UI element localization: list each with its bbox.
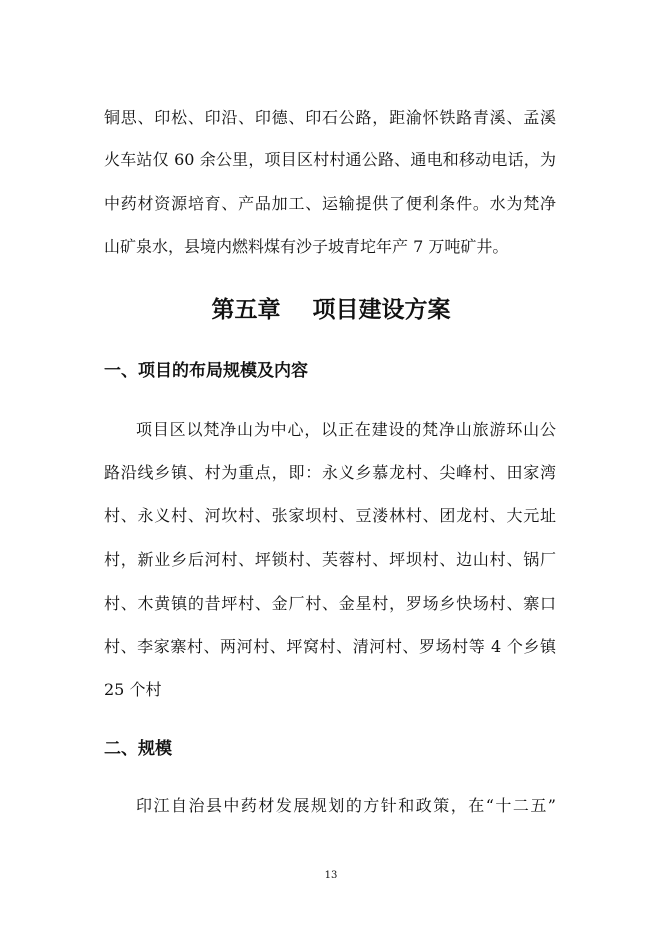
paragraph-line: 村，新业乡后河村、坪锁村、芙蓉村、坪坝村、边山村、锅厂 xyxy=(104,550,556,569)
section-heading: 一、项目的布局规模及内容 xyxy=(104,361,308,381)
paragraph-line: 项目区以梵净山为中心，以正在建设的梵净山旅游环山公 xyxy=(136,420,556,439)
page-number: 13 xyxy=(324,870,338,881)
paragraph-line: 村、李家寨村、两河村、坪窝村、清河村、罗场村等 4 个乡镇 xyxy=(104,637,556,656)
paragraph-line: 铜思、印松、印沿、印德、印石公路，距渝怀铁路青溪、孟溪 xyxy=(104,108,556,127)
paragraph-line: 25 个村 xyxy=(104,680,162,699)
paragraph-line: 山矿泉水，县境内燃料煤有沙子坡青坨年产 7 万吨矿井。 xyxy=(104,237,509,256)
paragraph-line: 中药材资源培育、产品加工、运输提供了便利条件。水为梵净 xyxy=(104,194,556,213)
paragraph-line: 印江自治县中药材发展规划的方针和政策，在“十二五” xyxy=(136,796,556,815)
paragraph-line: 火车站仅 60 余公里，项目区村村通公路、通电和移动电话，为 xyxy=(104,150,556,169)
paragraph-line: 村、木黄镇的昔坪村、金厂村、金星村，罗场乡快场村、寨口 xyxy=(104,594,556,613)
paragraph-line: 村、永义村、河坎村、张家坝村、豆溇林村、团龙村、大元址 xyxy=(104,506,556,525)
chapter-title: 第五章 项目建设方案 xyxy=(211,296,451,323)
section-heading: 二、规模 xyxy=(104,739,172,759)
paragraph-line: 路沿线乡镇、村为重点，即：永义乡慕龙村、尖峰村、田家湾 xyxy=(104,463,556,482)
